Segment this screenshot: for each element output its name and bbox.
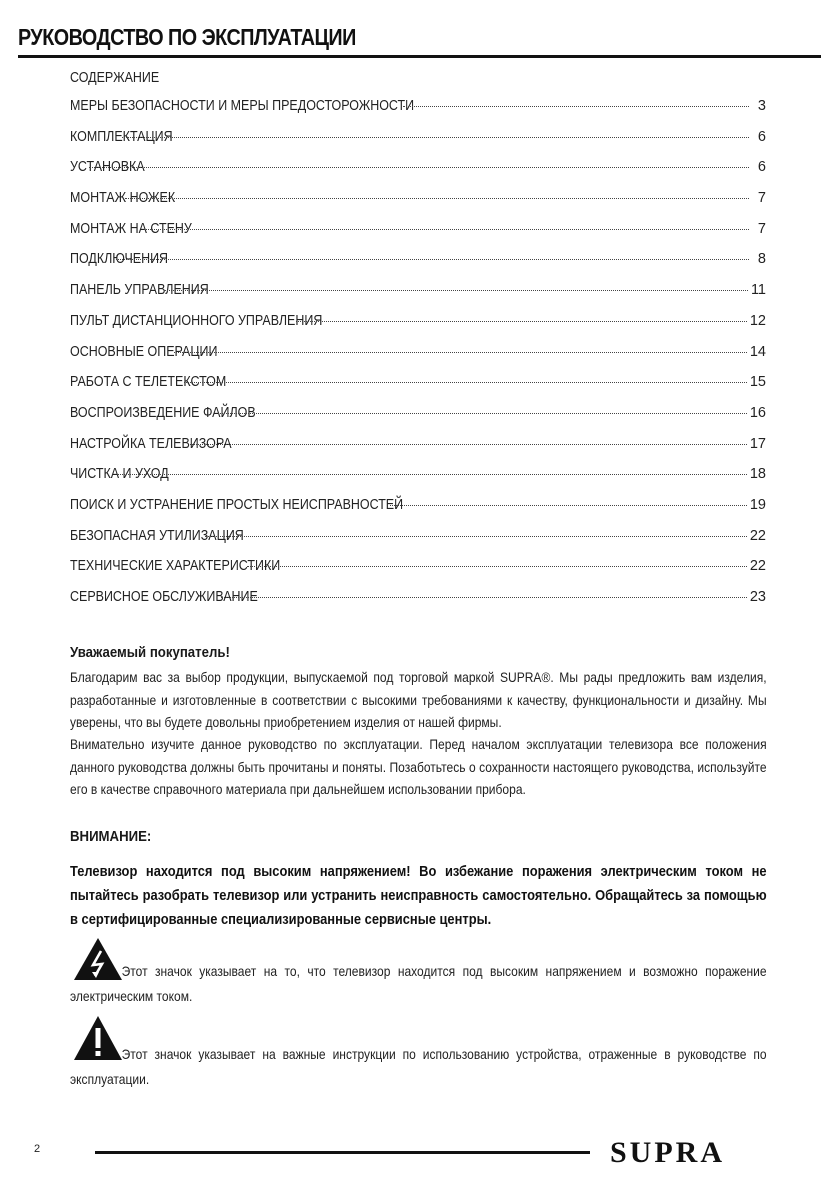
toc-item[interactable] — [70, 558, 766, 589]
toc-item[interactable] — [70, 159, 766, 190]
toc-heading: СОДЕРЖАНИЕ — [70, 70, 160, 86]
toc-item-title: НАСТРОЙКА ТЕЛЕВИЗОРА — [70, 435, 232, 452]
toc-item-page: 16 — [749, 404, 766, 421]
exclamation-warning-icon — [73, 1015, 123, 1061]
header-divider — [18, 55, 821, 58]
toc-leader — [390, 505, 747, 506]
toc-leader — [89, 167, 749, 168]
toc-item-page: 22 — [749, 527, 766, 544]
toc-item-page: 23 — [749, 589, 766, 605]
important-instructions-note-text: Этот значок указывает на важные инструкции по использованию устройства, отраженные в руководстве по эксплуатации. — [70, 1046, 767, 1087]
page-number: 2 — [34, 1143, 41, 1155]
toc-leader — [218, 413, 747, 414]
toc-item[interactable] — [70, 466, 766, 497]
toc-item-title: ВОСПРОИЗВЕДЕНИЕ ФАЙЛОВ — [70, 404, 256, 421]
toc-item-title: КОМПЛЕКТАЦИЯ — [70, 128, 173, 145]
toc-item-page: 3 — [757, 98, 766, 114]
toc-item-page: 12 — [749, 312, 766, 329]
toc-item-title: МОНТАЖ НА СТЕНУ — [70, 220, 192, 237]
toc-item-title: ТЕХНИЧЕСКИЕ ХАРАКТЕРИСТИКИ — [70, 558, 281, 575]
toc-leader — [125, 198, 749, 199]
toc-leader — [403, 106, 749, 107]
toc-item-page: 14 — [749, 343, 766, 360]
intro-paragraph: Благодарим вас за выбор продукции, выпускаемой под торговой маркой SUPRA®. Мы рады предложить вам изделия, разработанные и изготовленные в соответствии с высокими требованиями к качеству, функциональности и дизайну. Мы уверены, что вы будете довольны приобретением изделия от нашей фирмы. — [70, 669, 767, 730]
toc-item-title: РАБОТА С ТЕЛЕТЕКСТОМ — [70, 374, 227, 391]
toc-item-page: 18 — [749, 466, 766, 483]
toc-leader — [116, 259, 749, 260]
toc-leader — [247, 566, 747, 567]
high-voltage-note-text: Этот значок указывает на то, что телевизор находится под высоким напряжением и возможно поражение электрическим током. — [70, 963, 767, 1004]
footer-divider — [95, 1151, 590, 1154]
toc-item-title: МЕРЫ БЕЗОПАСНОСТИ И МЕРЫ ПРЕДОСТОРОЖНОСТИ — [70, 98, 415, 114]
toc-leader — [117, 474, 747, 475]
toc-item[interactable] — [70, 344, 766, 375]
toc-leader — [190, 444, 747, 445]
warning-text: Телевизор находится под высоким напряжением! Во избежание поражения электрическим током не пытайтесь разобрать телевизор или устранить неисправность самостоятельно. Обращайтесь за помощью в сертифицированные специализированные сервисные центры. — [70, 863, 767, 928]
toc-item[interactable] — [70, 98, 766, 129]
toc-item-title: ПАНЕЛЬ УПРАВЛЕНИЯ — [70, 282, 209, 299]
toc-item[interactable] — [70, 497, 766, 528]
toc-item[interactable] — [70, 528, 766, 559]
toc-item-title: МОНТАЖ НОЖЕК — [70, 190, 176, 207]
toc-item[interactable] — [70, 129, 766, 160]
toc-item-title: ПОДКЛЮЧЕНИЯ — [70, 251, 169, 268]
toc-item-page: 7 — [757, 190, 766, 207]
brand-logo: SUPRA — [610, 1136, 726, 1169]
toc-item-page: 11 — [750, 282, 766, 299]
toc-item-title: СЕРВИСНОЕ ОБСЛУЖИВАНИЕ — [70, 589, 258, 605]
toc-leader — [164, 290, 748, 291]
toc-item-title: ПУЛЬТ ДИСТАНЦИОННОГО УПРАВЛЕНИЯ — [70, 312, 323, 329]
toc-item[interactable] — [70, 589, 766, 620]
toc-leader — [174, 352, 747, 353]
toc-item-title: ЧИСТКА И УХОД — [70, 466, 169, 483]
toc-leader — [184, 382, 747, 383]
warning-heading: ВНИМАНИЕ: — [70, 828, 152, 845]
toc-leader — [296, 321, 747, 322]
toc-item[interactable] — [70, 436, 766, 467]
table-of-contents — [70, 98, 766, 620]
toc-item[interactable] — [70, 190, 766, 221]
toc-item-page: 19 — [749, 496, 766, 513]
toc-item-page: 8 — [757, 251, 766, 268]
toc-item[interactable] — [70, 313, 766, 344]
toc-item-page: 15 — [749, 374, 766, 391]
page-title: РУКОВОДСТВО ПО ЭКСПЛУАТАЦИИ — [18, 24, 356, 50]
toc-item-title: БЕЗОПАСНАЯ УТИЛИЗАЦИЯ — [70, 527, 244, 544]
toc-item-page: 6 — [757, 159, 766, 176]
toc-item[interactable] — [70, 282, 766, 313]
toc-item-page: 7 — [757, 220, 766, 237]
greeting-heading: Уважаемый покупатель! — [70, 644, 230, 661]
toc-item[interactable] — [70, 405, 766, 436]
high-voltage-warning-icon — [73, 937, 123, 981]
toc-item-page: 6 — [757, 128, 766, 145]
toc-item-title: УСТАНОВКА — [70, 159, 145, 176]
toc-leader — [144, 229, 749, 230]
toc-item-title: ОСНОВНЫЕ ОПЕРАЦИИ — [70, 343, 218, 360]
toc-leader — [122, 137, 749, 138]
toc-item-title: ПОИСК И УСТРАНЕНИЕ ПРОСТЫХ НЕИСПРАВНОСТЕЙ — [70, 496, 404, 513]
toc-item[interactable] — [70, 251, 766, 282]
toc-leader — [221, 597, 747, 598]
toc-item-page: 22 — [749, 558, 766, 575]
instructions-paragraph: Внимательно изучите данное руководство по эксплуатации. Перед началом эксплуатации телевизора все положения данного руководства должны быть прочитаны и поняты. Позаботьтесь о сохранности настоящего руководства, используйте его в качестве справочного материала при дальнейшем использовании прибора. — [70, 736, 767, 797]
toc-leader — [205, 536, 747, 537]
toc-item-page: 17 — [749, 435, 766, 452]
toc-item[interactable] — [70, 221, 766, 252]
toc-item[interactable] — [70, 374, 766, 405]
